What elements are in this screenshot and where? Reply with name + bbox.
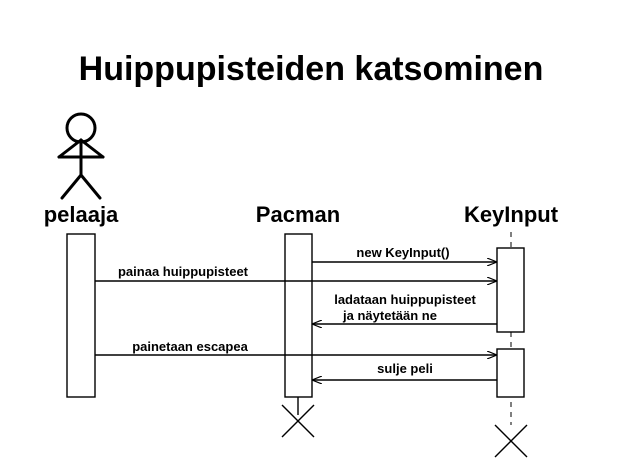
diagram-title: Huippupisteiden katsominen xyxy=(78,50,544,88)
message-load-highscores-label-line1: ladataan huippupisteet xyxy=(334,292,476,307)
keyinput-destroy-icon xyxy=(495,425,527,457)
keyinput-activation-box-1 xyxy=(497,248,524,332)
pacman-activation-box xyxy=(285,234,312,397)
message-load-highscores-label-line2: ja näytetään ne xyxy=(343,308,437,323)
keyinput-activation-box-2 xyxy=(497,349,524,397)
player-activation-box xyxy=(67,234,95,397)
message-close-game-label: sulje peli xyxy=(377,361,433,376)
pacman-destroy-icon xyxy=(282,397,314,437)
stick-figure-icon xyxy=(59,114,103,198)
message-press-highscores-label: painaa huippupisteet xyxy=(117,264,249,279)
message-new-keyinput-label: new KeyInput() xyxy=(356,245,450,260)
message-press-escape-label: painetaan escapea xyxy=(132,339,248,354)
participant-pacman-label: Pacman xyxy=(255,202,341,227)
participant-player-label: pelaaja xyxy=(43,202,119,227)
participant-keyinput-label: KeyInput xyxy=(463,202,559,227)
